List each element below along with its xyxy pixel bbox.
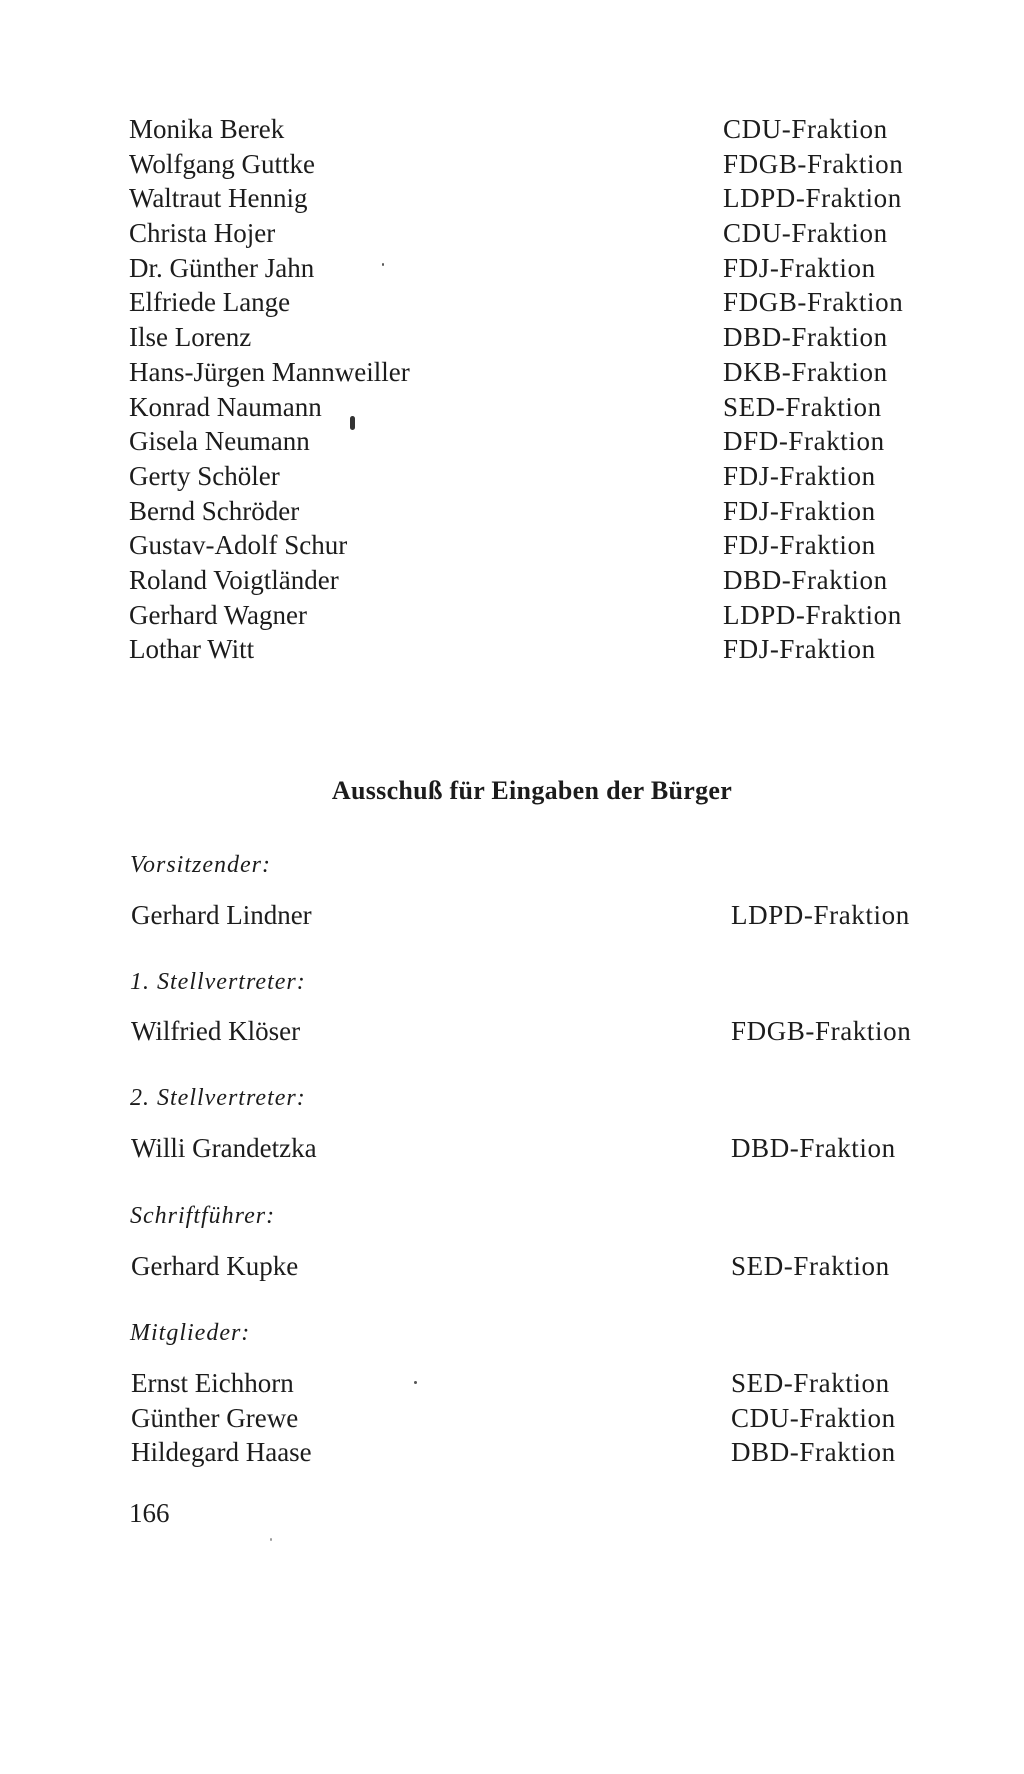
chair-role-label: Vorsitzender: [130,852,271,878]
list-item [129,181,929,216]
member-party: FDGB-Fraktion [723,148,904,179]
member-party: CDU-Fraktion [723,114,888,144]
deputy2-party: DBD-Fraktion [731,1133,896,1163]
member-name: Gerty Schöler [129,460,280,491]
secretary-party: SED-Fraktion [731,1251,890,1281]
print-speck [350,416,355,430]
member-party: SED-Fraktion [723,391,882,422]
member-party: FDJ-Fraktion [723,460,876,491]
list-item [129,598,929,633]
chair-name: Gerhard Lindner [131,900,312,930]
list-item [129,320,929,355]
list-item [129,563,929,598]
print-speck [414,1381,417,1384]
member-party: DBD-Fraktion [723,564,888,595]
member-party: FDJ-Fraktion [723,530,876,561]
list-item [129,528,929,563]
member-name: Ernst Eichhorn [131,1368,294,1398]
member-name: Hans-Jürgen Mannweiller [129,356,410,387]
member-name: Dr. Günther Jahn [129,252,315,283]
member-party: FDGB-Fraktion [723,287,904,318]
member-party: DKB-Fraktion [723,356,888,387]
member-name: Bernd Schröder [129,495,300,526]
list-item [129,632,929,667]
member-name: Ilse Lorenz [129,322,252,353]
deputy1-entry [131,1014,931,1048]
deputy2-name: Willi Grandetzka [131,1133,317,1163]
chair-entry [131,898,931,932]
member-party: CDU-Fraktion [723,218,888,249]
member-name: Monika Berek [129,114,285,144]
list-item [129,355,929,390]
list-item [129,424,929,459]
list-item [129,251,929,286]
print-speck [382,263,384,266]
deputy1-party: FDGB-Fraktion [731,1016,912,1046]
member-name: Christa Hojer [129,218,276,249]
deputy2-entry [131,1131,931,1165]
secretary-entry [131,1249,931,1283]
member-name: Konrad Naumann [129,391,322,422]
member-party: DBD-Fraktion [731,1437,896,1468]
list-item [129,494,929,529]
chair-party: LDPD-Fraktion [731,900,910,930]
member-name: Lothar Witt [129,634,255,665]
list-item [131,1401,931,1436]
committee-title: Ausschuß für Eingaben der Bürger [331,776,733,805]
list-item [131,1366,931,1401]
member-name: Hildegard Haase [131,1437,312,1468]
list-item [129,147,929,182]
member-name: Elfriede Lange [129,287,291,318]
member-party: LDPD-Fraktion [723,183,902,214]
list-item [131,1435,931,1470]
member-name: Waltraut Hennig [129,183,308,214]
member-party: FDJ-Fraktion [723,634,876,665]
list-item [129,112,929,147]
list-item [129,285,929,320]
member-name: Wolfgang Guttke [129,148,316,179]
secretary-name: Gerhard Kupke [131,1251,299,1281]
page-number: 166 [129,1498,170,1528]
members-role-label: Mitglieder: [130,1320,251,1346]
member-name: Gustav-Adolf Schur [129,530,348,561]
list-item [129,459,929,494]
member-party: LDPD-Fraktion [723,599,902,630]
member-party: FDJ-Fraktion [723,252,876,283]
member-party: FDJ-Fraktion [723,495,876,526]
list-item [129,216,929,251]
member-name: Roland Voigtländer [129,564,339,595]
deputy1-role-label: 1. Stellvertreter: [130,969,306,995]
list-item [129,390,929,425]
member-party: SED-Fraktion [731,1368,890,1398]
member-name: Gisela Neumann [129,426,310,457]
member-party: DBD-Fraktion [723,322,888,353]
member-party: DFD-Fraktion [723,426,885,457]
deputy1-name: Wilfried Klöser [131,1016,301,1046]
secretary-role-label: Schriftführer: [130,1203,276,1229]
committee-member-list [131,1366,931,1470]
print-speck [270,1538,272,1541]
member-name: Günther Grewe [131,1402,299,1433]
deputy2-role-label: 2. Stellvertreter: [130,1085,306,1111]
member-party: CDU-Fraktion [731,1402,896,1433]
member-name: Gerhard Wagner [129,599,307,630]
member-list [129,112,929,667]
